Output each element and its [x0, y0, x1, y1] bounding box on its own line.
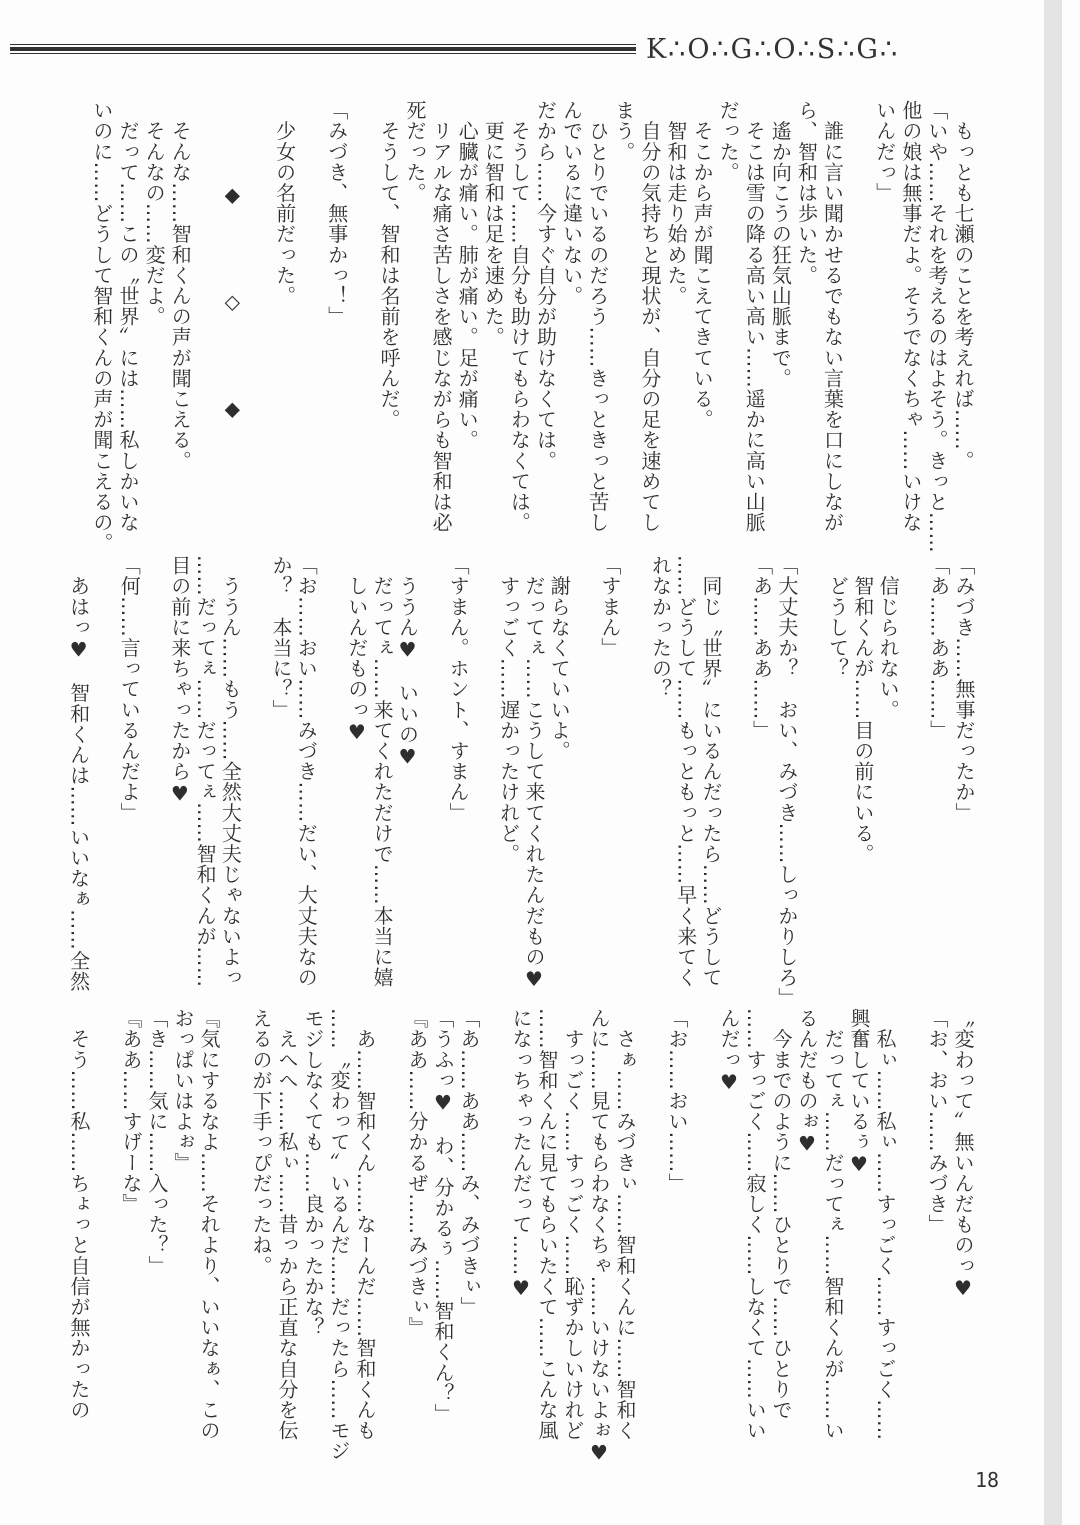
text-line: 興奮しているぅ♥: [847, 1008, 871, 1177]
text-line: だから……今すぐ自分が助けなくては。: [533, 100, 558, 471]
text-line: [846, 100, 872, 550]
text-line: 「お……おい……みづき……だい、大丈夫なの: [294, 555, 319, 988]
text-line: [470, 555, 495, 1005]
text-line: ひとりでいるのだろう……きっときっと苦し: [585, 100, 610, 533]
text-line: どうして？: [825, 555, 850, 679]
text-line: 他の娘は無事だよ。そうでなくちゃ……いけな: [898, 100, 923, 533]
text-line: だってぇ……こうして来てくれたんだもの♥: [521, 555, 546, 992]
text-line: そんな……智和くんの声が聞こえる。: [168, 100, 193, 471]
text-line: [318, 555, 343, 1005]
text-line: [91, 555, 116, 1005]
text-line: ……〝変わって〟いるんだ……だったら……モジ: [327, 1008, 351, 1462]
text-line: えるのが下手っぴだったね。: [249, 1008, 273, 1276]
text-line: れなかったの？: [648, 555, 673, 700]
text-line: 「お、おい……みづき」: [925, 1008, 949, 1235]
text-line: 「うふっ♥ わ、分かるぅ……智和くん？」: [431, 1008, 455, 1424]
text-line: [571, 555, 596, 1005]
text-line: しいんだものっ♥: [344, 555, 369, 745]
text-line: 更に智和は足を速めた。: [481, 100, 506, 348]
text-tier-bottom: [66, 1008, 976, 1466]
text-line: あはっ♥ 智和くんは……いいなぁ……全然: [66, 555, 91, 992]
text-line: そこから声が聞こえてきている。: [690, 100, 715, 430]
text-line: 「お……おい……」: [665, 1008, 689, 1194]
text-line: 死だった。: [403, 100, 428, 203]
text-line: [92, 1008, 118, 1458]
text-line: ううん……もう……全然大丈夫じゃないよっ: [218, 555, 243, 988]
text-line: だってぇ……来てくれただけで……本当に嬉: [370, 555, 395, 988]
text-line: [622, 555, 647, 1005]
text-line: んに……見てもらわなくちゃ……いけないよぉ♥: [587, 1008, 611, 1466]
text-tier-middle: [65, 555, 976, 1009]
text-line: [799, 555, 824, 1005]
text-line: [298, 100, 324, 550]
text-line: だった。: [716, 100, 741, 183]
text-line: ら、智和は歩いた。: [794, 100, 819, 286]
page-number: 18: [975, 1468, 1000, 1492]
text-line: [350, 100, 376, 550]
text-line: 今までのように……ひとりで……ひとりで: [769, 1008, 793, 1420]
text-line: あ……智和くん……なーんだ……智和くんも: [353, 1008, 377, 1441]
text-line: 「みづき……無事だったか」: [952, 555, 976, 823]
text-line: まう。: [611, 100, 636, 162]
text-line: さぁ……みづきぃ……智和くんに……智和く: [613, 1008, 637, 1441]
text-line: 『ああ……すげーな』: [119, 1008, 143, 1214]
header-rule: [10, 44, 636, 56]
text-line: [242, 555, 267, 1005]
text-line: 少女の名前だった。: [272, 100, 297, 306]
text-line: だってぇ……だってぇ……智和くんが……い: [821, 1008, 845, 1441]
text-line: 「すまん」: [597, 555, 622, 658]
text-line: 「何……言っているんだよ」: [117, 555, 142, 823]
text-line: [638, 1008, 664, 1458]
text-line: ……どうして……もっともっと……早く来てく: [673, 555, 698, 988]
text-tier-top: [89, 100, 976, 554]
text-line: 「あ……ああ……」: [926, 555, 951, 741]
text-line: [245, 100, 271, 550]
text-line: 智和くんが……目の前にいる。: [850, 555, 875, 864]
text-line: すっごく……すっごく……恥ずかしいけれど: [561, 1008, 585, 1441]
text-line: えへへ……私ぃ……昔っから正直な自分を伝: [275, 1008, 299, 1441]
text-line: おっぱいはよぉ』: [171, 1008, 195, 1173]
text-line: [690, 1008, 716, 1458]
text-line: 目の前に来ちゃったから♥: [167, 555, 192, 807]
text-line: [222, 1008, 248, 1458]
header-title: K∴O∴G∴O∴S∴G∴: [646, 34, 900, 65]
text-line: 『気にするなよ……それより、いいなぁ、この: [197, 1008, 221, 1441]
text-line: リアルな痛さ苦しさを感じながらも智和は必: [429, 100, 454, 533]
text-line: ……だってぇ……だってぇ……智和くんが……: [193, 555, 218, 988]
text-line: モジしなくても……良かったかな？: [301, 1008, 325, 1338]
text-line: るんだものぉ♥: [795, 1008, 819, 1157]
text-line: そんなの……変だよ。: [142, 100, 167, 327]
text-line: [482, 1008, 508, 1458]
text-line: いんだっ」: [872, 100, 897, 203]
text-line: 謝らなくていいよ。: [547, 555, 572, 761]
text-line: [898, 1008, 924, 1458]
text-line: 私ぃ……私ぃ……すっごく……すっごく……: [873, 1008, 897, 1441]
text-line: んでいるに違いない。: [559, 100, 584, 306]
text-line: 「あ……ああ……」: [749, 555, 774, 741]
text-line: 「き……気に……入った？」: [145, 1008, 169, 1276]
text-line: そこは雪の降る高い高い……遥かに高い山脈: [742, 100, 767, 533]
text-line: 同じ〝世界〟にいるんだったら……どうして: [699, 555, 724, 988]
text-line: ……智和くんに見てもらいたくて……こんな風: [535, 1008, 559, 1441]
text-line: 「すまん。ホント、すまん」: [446, 555, 471, 823]
text-line: いのに……どうして智和くんの声が聞こえるの。: [89, 100, 114, 554]
text-line: [378, 1008, 404, 1458]
text-line: [141, 555, 166, 1005]
text-line: 自分の気持ちと現状が、自分の足を速めてし: [637, 100, 662, 533]
text-line: そうして……自分も助けてもらわなくては。: [507, 100, 532, 533]
text-line: 「いや……それを考えるのはよそう。きっと……: [924, 100, 949, 554]
text-line: になっちゃったんだって……♥: [509, 1008, 533, 1301]
text-line: か？ 本当に？」: [268, 555, 293, 720]
text-line: すっごく……遅かったけれど。: [496, 555, 521, 864]
text-line: [419, 555, 444, 1005]
text-line: 〝変わって〟無いんだものっ♥: [951, 1008, 975, 1301]
text-line: 「大丈夫か？ おい、みづき……しっかりしろ」: [774, 555, 799, 1009]
text-line: 智和は走り始めた。: [663, 100, 688, 306]
text-line: ……すっごく……寂しく……しなくて……いい: [743, 1008, 767, 1441]
text-line: ◆ ◇ ◆: [220, 100, 245, 421]
text-line: 心臓が痛い。肺が痛い。足が痛い。: [455, 100, 480, 451]
text-line: 誰に言い聞かせるでもない言葉を口にしなが: [820, 100, 845, 533]
text-line: [723, 555, 748, 1005]
text-line: だって……この〝世界〟には……私しかいな: [116, 100, 140, 533]
text-line: 『ああ……分かるぜ……みづきぃ』: [405, 1008, 429, 1338]
text-line: そうして、智和は名前を呼んだ。: [376, 100, 401, 430]
scan-edge: [1044, 0, 1062, 1525]
text-line: 「みづき、無事かっ！」: [324, 100, 349, 327]
text-line: そう……私……ちょっと自信が無かったの: [67, 1008, 91, 1420]
text-line: 「あ……ああ……み、みづきぃ」: [457, 1008, 481, 1317]
text-line: ううん♥ いいの♥: [395, 555, 420, 769]
text-line: もっとも七瀬のことを考えれば……。: [951, 100, 975, 471]
text-line: んだっ♥: [717, 1008, 741, 1095]
text-line: 信じられない。: [876, 555, 901, 720]
text-line: [193, 100, 219, 550]
text-line: 遙か向こうの狂気山脈まで。: [768, 100, 793, 389]
text-line: [900, 555, 925, 1005]
